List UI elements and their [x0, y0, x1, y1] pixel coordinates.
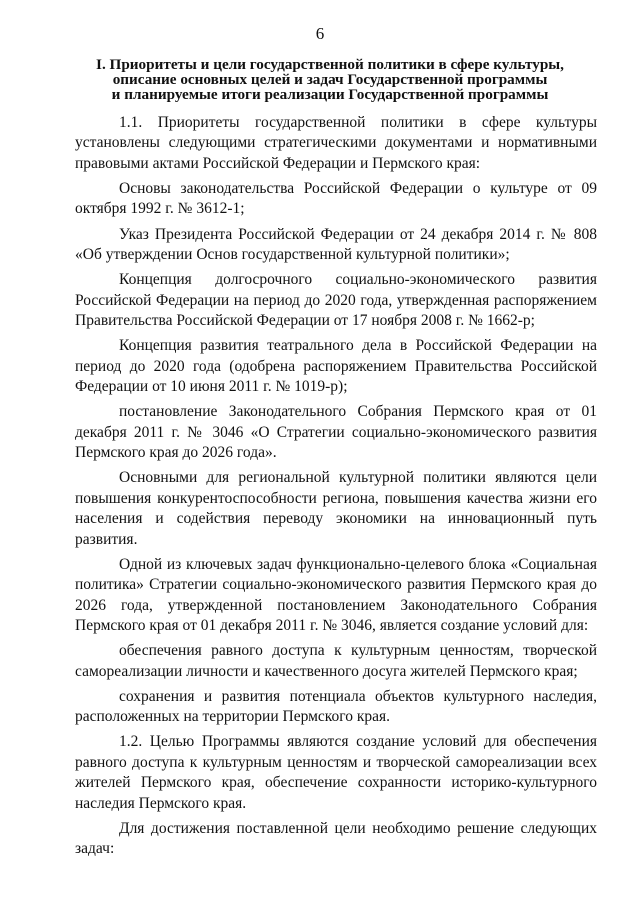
paragraph-regional-resolution: постановление Законодательного Собрания Пермского края от 01 декабря 2011 г. № 3046 «О Стратегии социально-экономического развития Пермского края до 2026 года».	[75, 403, 597, 462]
section-title-line: и планируемые итоги реализации Государственной программы	[111, 86, 549, 103]
paragraph-equal-access: обеспечения равного доступа к культурным ценностям, творческой самореализации личности и качественного досуга жителей Пермского края;	[75, 642, 597, 680]
paragraph-heritage: сохранения и развития потенциала объектов культурного наследия, расположенных на территории Пермского края.	[75, 687, 597, 726]
paragraph-priorities-intro: 1.1. Приоритеты государственной политики в сфере культуры установлены следующими стратегическими документами и нормативными правовыми актами Российской Федерации и Пермского края:	[75, 114, 597, 172]
section-title-line: I. Приоритеты и цели государственной политики в сфере культуры,	[96, 56, 564, 73]
paragraph-key-task: Одной из ключевых задач функционально-целевого блока «Социальная политика» Стратегии социально-экономического развития Пермского края до 2026 года, утвержденной постановлением Законодательного Собрания Пермского края от 01 декабря 2011 г. № 3046, является создание условий для:	[75, 555, 597, 634]
paragraph-tasks-intro: Для достижения поставленной цели необходимо решение следующих задач:	[75, 819, 597, 858]
paragraph-culture-law: Основы законодательства Российской Федерации о культуре от 09 октября 1992 г. № 3612-1;	[75, 180, 597, 218]
paragraph-theatre-concept: Концепция развития театрального дела в Российской Федерации на период до 2020 года (одобрена распоряжением Правительства Российской Федерации от 10 июня 2011 г. № 1019-р);	[75, 337, 597, 396]
section-title-line: описание основных целей и задач Государственной программы	[112, 71, 548, 88]
document-body	[75, 113, 597, 864]
page-number: 6	[315, 24, 325, 43]
paragraph-presidential-decree: Указ Президента Российской Федерации от 24 декабря 2014 г. № 808 «Об утверждении Основ государственной культурной политики»;	[75, 225, 597, 264]
paragraph-regional-goals: Основными для региональной культурной политики являются цели повышения конкурентоспособности региона, повышения качества жизни его населения и содействия переводу экономики на инновационный путь развития.	[75, 469, 597, 548]
section-title	[70, 57, 590, 102]
paragraph-program-goal: 1.2. Целью Программы являются создание условий для обеспечения равного доступа к культурным ценностям и творческой самореализации всех жителей Пермского края, обеспечение сохранности историко-культурного наследия Пермского края.	[75, 733, 597, 812]
paragraph-development-concept: Концепция долгосрочного социально-экономического развития Российской Федерации на период до 2020 года, утвержденная распоряжением Правительства Российской Федерации от 17 ноября 2008 г. № 1662-р;	[75, 271, 597, 330]
